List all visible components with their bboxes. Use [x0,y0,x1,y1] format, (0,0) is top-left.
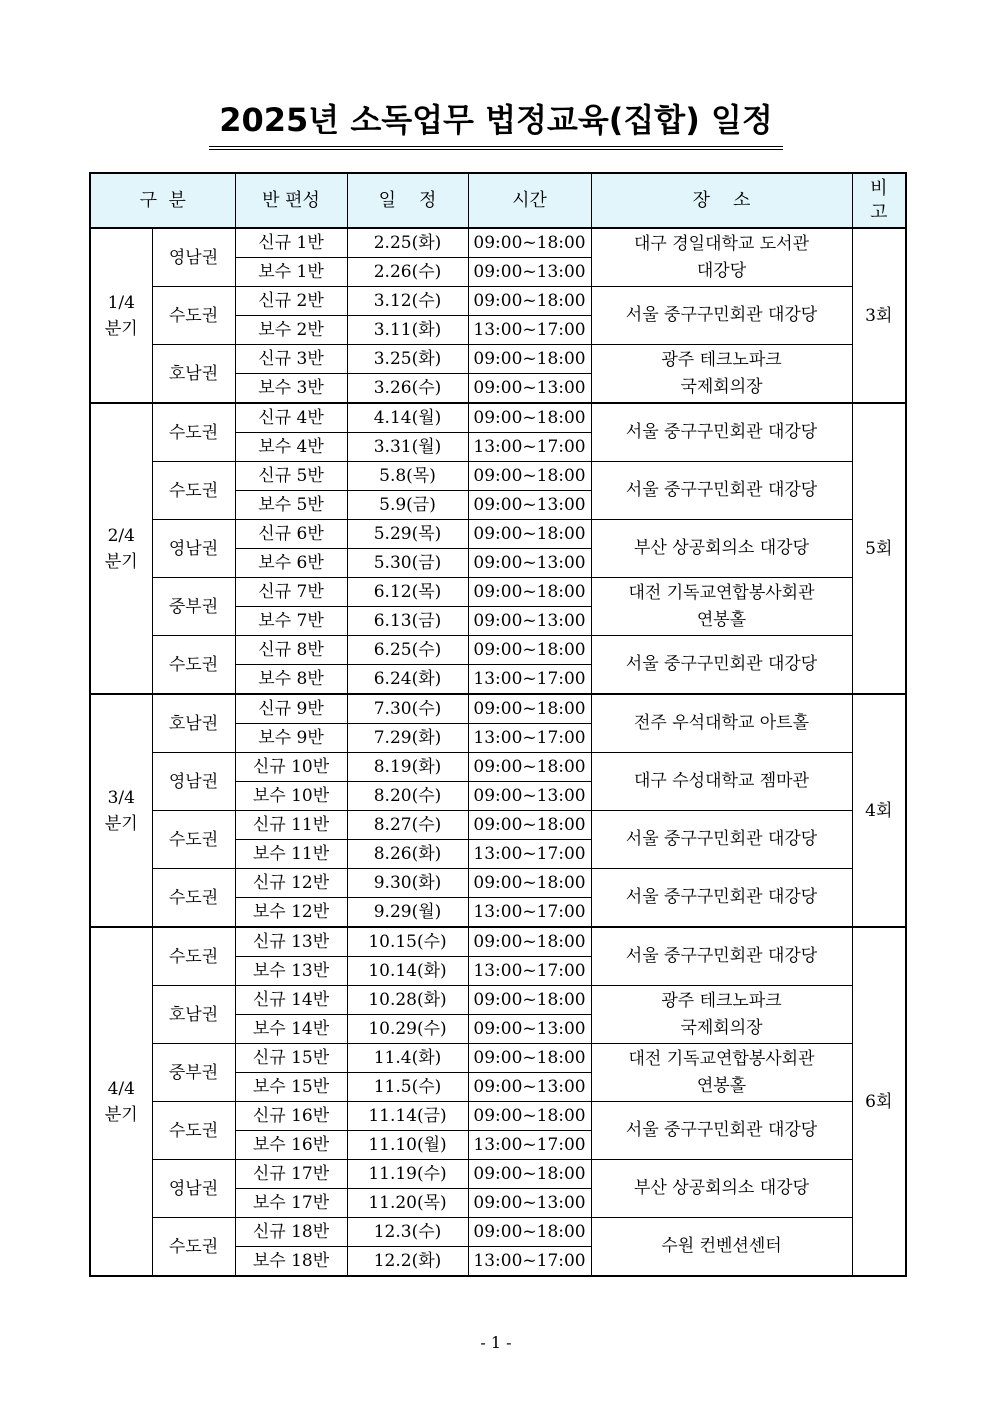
time-cell: 13:00~17:00 [468,898,591,928]
time-cell: 09:00~18:00 [468,345,591,374]
date-cell: 11.14(금) [347,1102,468,1131]
region-cell: 수도권 [152,927,235,986]
time-cell: 09:00~18:00 [468,1218,591,1247]
date-cell: 8.27(수) [347,811,468,840]
quarter-cell [90,228,152,403]
place-cell [591,811,852,869]
time-cell: 09:00~13:00 [468,1073,591,1102]
region-cell: 영남권 [152,228,235,287]
date-cell: 5.9(금) [347,491,468,520]
place-cell [591,694,852,753]
class-cell: 보수 1반 [235,258,347,287]
class-cell: 보수 6반 [235,549,347,578]
time-cell: 09:00~18:00 [468,694,591,724]
time-cell: 09:00~18:00 [468,1044,591,1073]
table-row [90,345,906,374]
place-cell [591,345,852,404]
class-cell: 신규 18반 [235,1218,347,1247]
header-place: 장 소 [591,173,852,228]
table-row [90,694,906,724]
class-cell: 보수 10반 [235,782,347,811]
date-cell: 8.19(화) [347,753,468,782]
place-line-1: 대구 수성대학교 젬마관 [634,771,810,791]
region-cell: 호남권 [152,986,235,1044]
region-cell: 수도권 [152,636,235,695]
time-cell: 09:00~18:00 [468,811,591,840]
date-cell: 8.26(화) [347,840,468,869]
region-cell: 수도권 [152,869,235,928]
session-count-cell: 4회 [852,694,906,927]
quarter-label: 2/4 [107,525,135,546]
place-line-1: 서울 중구구민회관 대강당 [625,887,818,907]
class-cell: 보수 8반 [235,665,347,695]
place-line-1: 서울 중구구민회관 대강당 [625,946,818,966]
time-cell: 09:00~18:00 [468,287,591,316]
place-line-1: 부산 상공회의소 대강당 [634,538,810,558]
time-cell: 09:00~13:00 [468,549,591,578]
class-cell: 보수 15반 [235,1073,347,1102]
session-count-cell: 5회 [852,403,906,694]
place-cell [591,1102,852,1160]
region-cell: 호남권 [152,694,235,753]
time-cell: 09:00~13:00 [468,1189,591,1218]
date-cell: 4.14(월) [347,403,468,433]
region-cell: 중부권 [152,1044,235,1102]
session-count-cell: 3회 [852,228,906,403]
date-cell: 2.26(수) [347,258,468,287]
class-cell: 보수 17반 [235,1189,347,1218]
place-cell [591,403,852,462]
class-cell: 보수 3반 [235,374,347,404]
class-cell: 신규 17반 [235,1160,347,1189]
class-cell: 보수 12반 [235,898,347,928]
header-class: 반 편성 [235,173,347,228]
time-cell: 13:00~17:00 [468,724,591,753]
quarter-cell [90,927,152,1276]
class-cell: 보수 9반 [235,724,347,753]
session-count-cell: 6회 [852,927,906,1276]
place-line-2: 국제회의장 [680,1017,763,1038]
place-line-1: 전주 우석대학교 아트홀 [634,713,810,733]
class-cell: 보수 16반 [235,1131,347,1160]
table-row [90,228,906,258]
table-row [90,462,906,491]
time-cell: 13:00~17:00 [468,840,591,869]
region-cell: 수도권 [152,1218,235,1277]
date-cell: 7.29(화) [347,724,468,753]
time-cell: 09:00~13:00 [468,782,591,811]
class-cell: 신규 14반 [235,986,347,1015]
class-cell: 신규 5반 [235,462,347,491]
table-row [90,578,906,607]
class-cell: 보수 5반 [235,491,347,520]
time-cell: 09:00~13:00 [468,491,591,520]
title-wrapper [0,98,992,150]
class-cell: 신규 6반 [235,520,347,549]
time-cell: 09:00~18:00 [468,986,591,1015]
table-row [90,1218,906,1247]
place-cell [591,578,852,636]
date-cell: 11.4(화) [347,1044,468,1073]
class-cell: 보수 18반 [235,1247,347,1277]
class-cell: 보수 4반 [235,433,347,462]
date-cell: 12.3(수) [347,1218,468,1247]
time-cell: 09:00~18:00 [468,578,591,607]
region-cell: 영남권 [152,753,235,811]
place-line-2: 대강당 [696,260,747,281]
date-cell: 6.25(수) [347,636,468,665]
header-note-1: 비 [870,177,888,199]
place-line-1: 광주 테크노파크 [661,349,782,370]
date-cell: 11.5(수) [347,1073,468,1102]
place-line-1: 대구 경일대학교 도서관 [634,233,810,254]
place-line-1: 대전 기독교연합봉사회관 [628,1048,815,1069]
table-row [90,986,906,1015]
place-cell [591,869,852,928]
class-cell: 신규 3반 [235,345,347,374]
date-cell: 11.20(목) [347,1189,468,1218]
table-row [90,403,906,433]
place-line-2: 국제회의장 [680,376,763,397]
place-line-1: 서울 중구구민회관 대강당 [625,480,818,500]
table-row [90,520,906,549]
class-cell: 보수 13반 [235,957,347,986]
date-cell: 11.19(수) [347,1160,468,1189]
date-cell: 10.15(수) [347,927,468,957]
date-cell: 3.11(화) [347,316,468,345]
quarter-label: 3/4 [107,787,135,808]
place-cell [591,1044,852,1102]
time-cell: 09:00~18:00 [468,869,591,898]
date-cell: 2.25(화) [347,228,468,258]
region-cell: 중부권 [152,578,235,636]
header-row [90,173,906,228]
place-line-1: 서울 중구구민회관 대강당 [625,422,818,442]
class-cell: 보수 11반 [235,840,347,869]
class-cell: 신규 12반 [235,869,347,898]
place-line-1: 대전 기독교연합봉사회관 [628,582,815,603]
date-cell: 5.29(목) [347,520,468,549]
table-row [90,1044,906,1073]
schedule-table [89,172,907,1277]
table-row [90,753,906,782]
region-cell: 수도권 [152,811,235,869]
header-note [852,173,906,228]
class-cell: 보수 2반 [235,316,347,345]
quarter-suffix: 분기 [104,318,138,339]
header-time: 시간 [468,173,591,228]
class-cell: 신규 11반 [235,811,347,840]
quarter-suffix: 분기 [104,551,138,572]
place-line-1: 서울 중구구민회관 대강당 [625,829,818,849]
time-cell: 09:00~18:00 [468,403,591,433]
time-cell: 09:00~18:00 [468,520,591,549]
place-line-2: 연봉홀 [696,609,747,630]
date-cell: 6.24(화) [347,665,468,695]
page-number: - 1 - [480,1333,512,1352]
header-category: 구 분 [90,173,235,228]
place-cell [591,753,852,811]
time-cell: 09:00~13:00 [468,258,591,287]
date-cell: 10.28(화) [347,986,468,1015]
time-cell: 13:00~17:00 [468,1247,591,1277]
region-cell: 수도권 [152,1102,235,1160]
class-cell: 신규 10반 [235,753,347,782]
time-cell: 09:00~18:00 [468,1160,591,1189]
time-cell: 13:00~17:00 [468,957,591,986]
date-cell: 3.26(수) [347,374,468,404]
place-cell [591,287,852,345]
quarter-cell [90,694,152,927]
quarter-label: 1/4 [107,292,135,313]
quarter-suffix: 분기 [104,1104,138,1125]
region-cell: 수도권 [152,462,235,520]
class-cell: 신규 15반 [235,1044,347,1073]
class-cell: 보수 7반 [235,607,347,636]
table-row [90,1160,906,1189]
region-cell: 호남권 [152,345,235,404]
date-cell: 5.30(금) [347,549,468,578]
header-date: 일 정 [347,173,468,228]
time-cell: 13:00~17:00 [468,1131,591,1160]
place-line-1: 광주 테크노파크 [661,990,782,1011]
date-cell: 3.25(화) [347,345,468,374]
place-cell [591,1160,852,1218]
time-cell: 13:00~17:00 [468,433,591,462]
class-cell: 신규 16반 [235,1102,347,1131]
region-cell: 영남권 [152,1160,235,1218]
region-cell: 수도권 [152,287,235,345]
date-cell: 12.2(화) [347,1247,468,1277]
time-cell: 09:00~13:00 [468,607,591,636]
date-cell: 10.14(화) [347,957,468,986]
place-cell [591,1218,852,1277]
schedule-body [90,228,906,1276]
time-cell: 09:00~13:00 [468,374,591,404]
date-cell: 9.30(화) [347,869,468,898]
quarter-label: 4/4 [107,1078,135,1099]
place-cell [591,228,852,287]
class-cell: 신규 1반 [235,228,347,258]
time-cell: 09:00~18:00 [468,753,591,782]
time-cell: 13:00~17:00 [468,316,591,345]
date-cell: 8.20(수) [347,782,468,811]
table-row [90,869,906,898]
time-cell: 09:00~18:00 [468,228,591,258]
date-cell: 10.29(수) [347,1015,468,1044]
place-cell [591,520,852,578]
time-cell: 09:00~18:00 [468,462,591,491]
date-cell: 9.29(월) [347,898,468,928]
date-cell: 11.10(월) [347,1131,468,1160]
date-cell: 3.31(월) [347,433,468,462]
place-line-1: 서울 중구구민회관 대강당 [625,654,818,674]
place-cell [591,462,852,520]
table-row [90,927,906,957]
date-cell: 7.30(수) [347,694,468,724]
quarter-cell [90,403,152,694]
quarter-suffix: 분기 [104,813,138,834]
place-cell [591,927,852,986]
class-cell: 신규 13반 [235,927,347,957]
class-cell: 신규 8반 [235,636,347,665]
table-row [90,811,906,840]
date-cell: 5.8(목) [347,462,468,491]
class-cell: 신규 4반 [235,403,347,433]
region-cell: 영남권 [152,520,235,578]
place-line-1: 서울 중구구민회관 대강당 [625,1120,818,1140]
class-cell: 신규 7반 [235,578,347,607]
table-row [90,636,906,665]
place-cell [591,636,852,695]
table-row [90,1102,906,1131]
place-line-1: 수원 컨벤션센터 [661,1236,782,1256]
place-line-2: 연봉홀 [696,1075,747,1096]
place-line-1: 부산 상공회의소 대강당 [634,1178,810,1198]
header-note-2: 고 [870,201,888,223]
class-cell: 보수 14반 [235,1015,347,1044]
date-cell: 6.12(목) [347,578,468,607]
date-cell: 3.12(수) [347,287,468,316]
region-cell: 수도권 [152,403,235,462]
document-title: 2025년 소독업무 법정교육(집합) 일정 [209,98,783,150]
class-cell: 신규 2반 [235,287,347,316]
place-line-1: 서울 중구구민회관 대강당 [625,305,818,325]
time-cell: 09:00~18:00 [468,1102,591,1131]
place-cell [591,986,852,1044]
time-cell: 09:00~18:00 [468,636,591,665]
time-cell: 09:00~13:00 [468,1015,591,1044]
date-cell: 6.13(금) [347,607,468,636]
table-row [90,287,906,316]
class-cell: 신규 9반 [235,694,347,724]
time-cell: 13:00~17:00 [468,665,591,695]
time-cell: 09:00~18:00 [468,927,591,957]
